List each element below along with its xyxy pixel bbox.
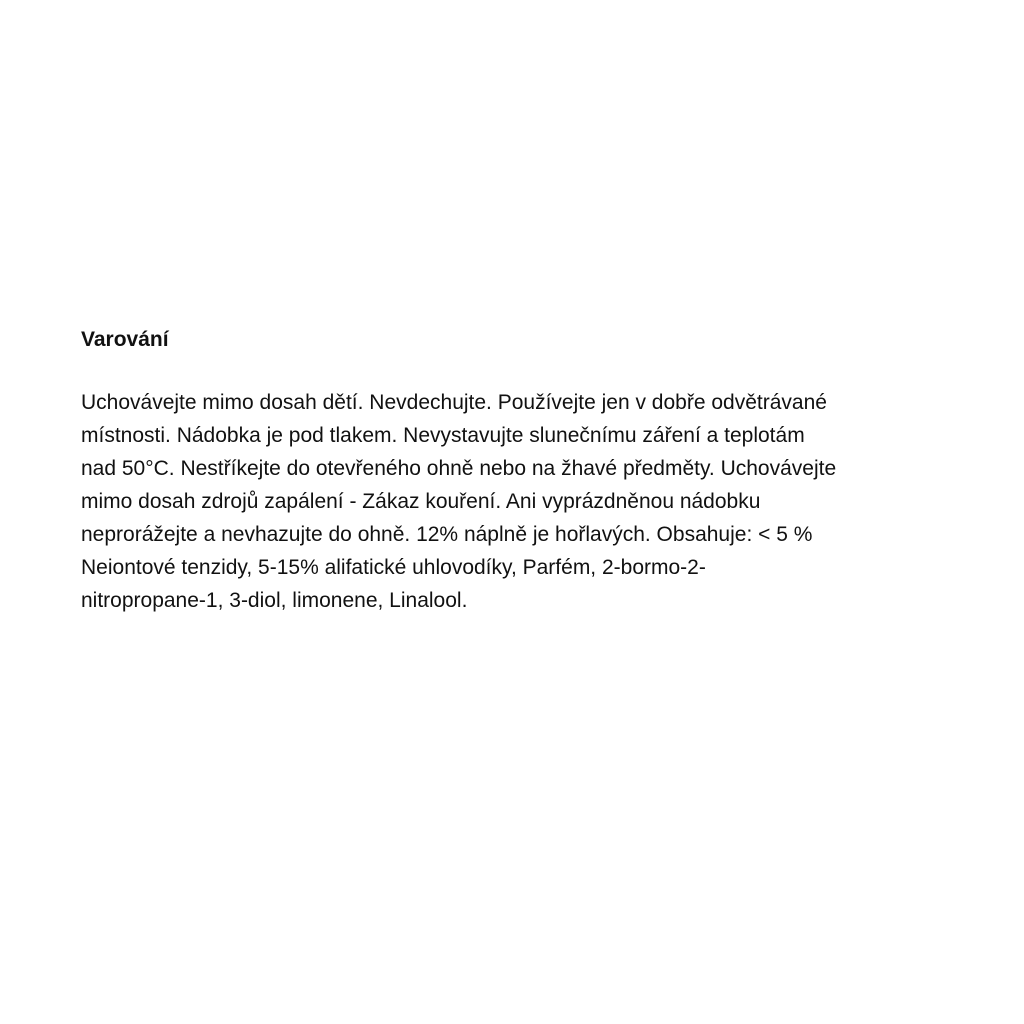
warning-text [81, 386, 981, 617]
text-line: místnosti. Nádobka je pod tlakem. Nevystavujte slunečnímu záření a teplotám [81, 424, 805, 447]
text-line: Neiontové tenzidy, 5-15% alifatické uhlovodíky, Parfém, 2-bormo-2- [81, 556, 706, 579]
text-line: Uchovávejte mimo dosah dětí. Nevdechujte. Používejte jen v dobře odvětrávané [81, 391, 827, 414]
warning-section [81, 324, 981, 617]
text-line: neprorážejte a nevhazujte do ohně. 12% náplně je hořlavých. Obsahuje: < 5 % [81, 523, 813, 546]
warning-heading: Varování [81, 328, 169, 351]
text-line: nad 50°C. Nestříkejte do otevřeného ohně nebo na žhavé předměty. Uchovávejte [81, 457, 837, 480]
text-line: mimo dosah zdrojů zapálení - Zákaz kouření. Ani vyprázdněnou nádobku [81, 490, 761, 513]
text-line: nitropropane-1, 3-diol, limonene, Linalool. [81, 589, 468, 612]
